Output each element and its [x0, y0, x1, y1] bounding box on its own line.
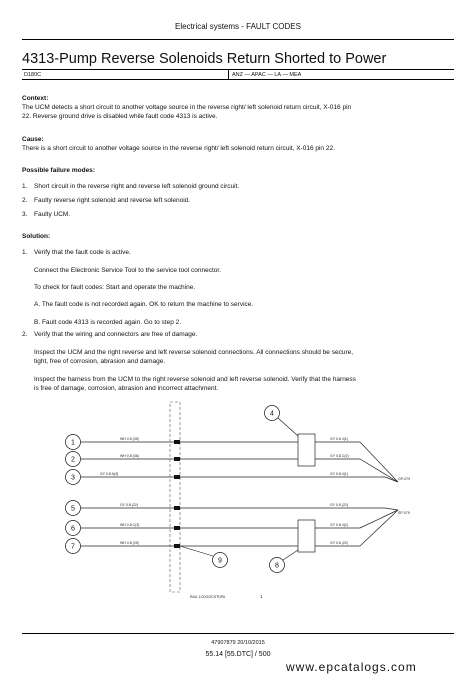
solution-step-1: [22, 249, 452, 256]
callout-6: 6: [71, 525, 75, 533]
wire-label-r2: GY 0.8 C(2): [330, 454, 349, 458]
callout-3: 3: [71, 474, 75, 482]
watermark: www.epcatalogs.com: [286, 660, 417, 674]
wire-label-r7: GY 0.8 (22): [330, 541, 349, 545]
callout-9: 9: [218, 557, 222, 565]
title-rule: [22, 69, 454, 70]
solution-step-1-text: Verify that the fault code is active.: [34, 249, 131, 256]
wire-label-r1: GY 0.8 4(1): [330, 437, 349, 441]
solenoid-block-bottom: [298, 520, 315, 552]
step1-option-b: B. Fault code 4313 is recorded again. Go to step 2.: [34, 319, 182, 326]
step2-para-2a: Inspect the harness from the UCM to the right reverse solenoid and left reverse solenoid. Verify that the harness: [34, 376, 356, 383]
header-rule: [22, 39, 454, 40]
solution-step-2-text: Verify that the wiring and connectors are free of damage.: [34, 331, 198, 338]
connector-label-top: GP-079: [398, 477, 411, 481]
connector-boundary: [170, 402, 180, 592]
step2-para-2b: is free of damage, corrosion, abrasion and incorrect attachment.: [34, 385, 219, 392]
failure-item-2-text: Faulty reverse right solenoid and reverse left solenoid.: [34, 197, 191, 204]
callout-5: 5: [71, 505, 75, 513]
failure-item-1-text: Short circuit in the reverse right and reverse left solenoid ground circuit.: [34, 183, 240, 190]
solution-step-2: [22, 331, 452, 338]
callout-8: 8: [275, 562, 279, 570]
context-heading: Context:: [22, 95, 49, 102]
failure-item-1: [22, 183, 452, 190]
wire-label-6: WH 0.8 C(3): [120, 523, 140, 527]
connector-pins: [174, 440, 180, 548]
context-line-2: 22. Reverse ground drive is disabled while fault code 4313 is active.: [22, 113, 218, 120]
step2-para-1a: Inspect the UCM and the right reverse and left reverse solenoid connections. All connections should be secure,: [34, 349, 354, 356]
failure-item-3-text: Faulty UCM.: [34, 211, 71, 218]
wire-label-r3: GY 0.8 4(1): [330, 472, 349, 476]
solenoid-block-top: [298, 434, 315, 466]
diagram-caption-num: 1: [260, 594, 263, 599]
cause-line-1: There is a short circuit to another voltage source in the reverse right/ left solenoid return circuit, X-016 pin 22.: [22, 145, 335, 152]
step1-para-2: To check for fault codes: Start and operate the machine.: [34, 284, 196, 291]
failure-item-3: [22, 211, 452, 218]
wire-label-3: GY 0.8 A(3): [100, 472, 119, 476]
failure-heading: Possible failure modes:: [22, 167, 95, 174]
failure-item-1-num: 1.: [22, 183, 28, 190]
solution-step-2-num: 2.: [22, 331, 28, 338]
callout-2: 2: [71, 456, 75, 464]
footer-rule: [22, 633, 454, 634]
connector-label-bottom: SP-079: [398, 511, 410, 515]
solution-heading: Solution:: [22, 233, 51, 240]
callout-7: 7: [71, 543, 75, 551]
code-left: D180C: [24, 72, 42, 78]
wire-label-5: GY 0.8 (22): [120, 503, 139, 507]
wire-label-2: WH 0.8 (36): [120, 454, 139, 458]
footer-doc: 47907879 20/10/2015: [211, 640, 265, 646]
callout-4: 4: [270, 410, 274, 418]
solution-step-1-num: 1.: [22, 249, 28, 256]
failure-item-3-num: 3.: [22, 211, 28, 218]
diagram-caption-code: RAIL 1CDO/2CSTDPA: [190, 595, 226, 599]
failure-item-2: [22, 197, 452, 204]
wiring-diagram: [40, 400, 430, 600]
wire-label-1: WH 0.8 (35): [120, 437, 139, 441]
page-title: 4313-Pump Reverse Solenoids Return Shorted to Power: [22, 51, 387, 67]
failure-item-2-num: 2.: [22, 197, 28, 204]
callout-1: 1: [71, 439, 75, 447]
wire-label-7: WH 0.8 (25): [120, 541, 139, 545]
running-header: Electrical systems - FAULT CODES: [175, 22, 301, 31]
code-rule: [22, 79, 454, 80]
step2-para-1b: tight, free of corrosion, abrasion and damage.: [34, 358, 166, 365]
wire-label-r6: GY 0.8 4(2): [330, 523, 349, 527]
footer-page: 55.14 [55.DTC] / 500: [205, 651, 271, 658]
callout-8-leader: [283, 550, 298, 560]
callout-9-leader: [180, 546, 213, 556]
cause-heading: Cause:: [22, 136, 44, 143]
callout-4-leader: [278, 418, 298, 436]
step1-para-1: Connect the Electronic Service Tool to the service tool connector.: [34, 267, 222, 274]
code-right: ANZ — APAC — LA — MEA: [232, 72, 302, 78]
wire-label-r5: GY 0.8 (22): [330, 503, 349, 507]
step1-option-a: A. The fault code is not recorded again. OK to return the machine to service.: [34, 301, 254, 308]
context-line-1: The UCM detects a short circuit to another voltage source in the reverse right/ left solenoid return circuit, X-016 pin: [22, 104, 352, 111]
